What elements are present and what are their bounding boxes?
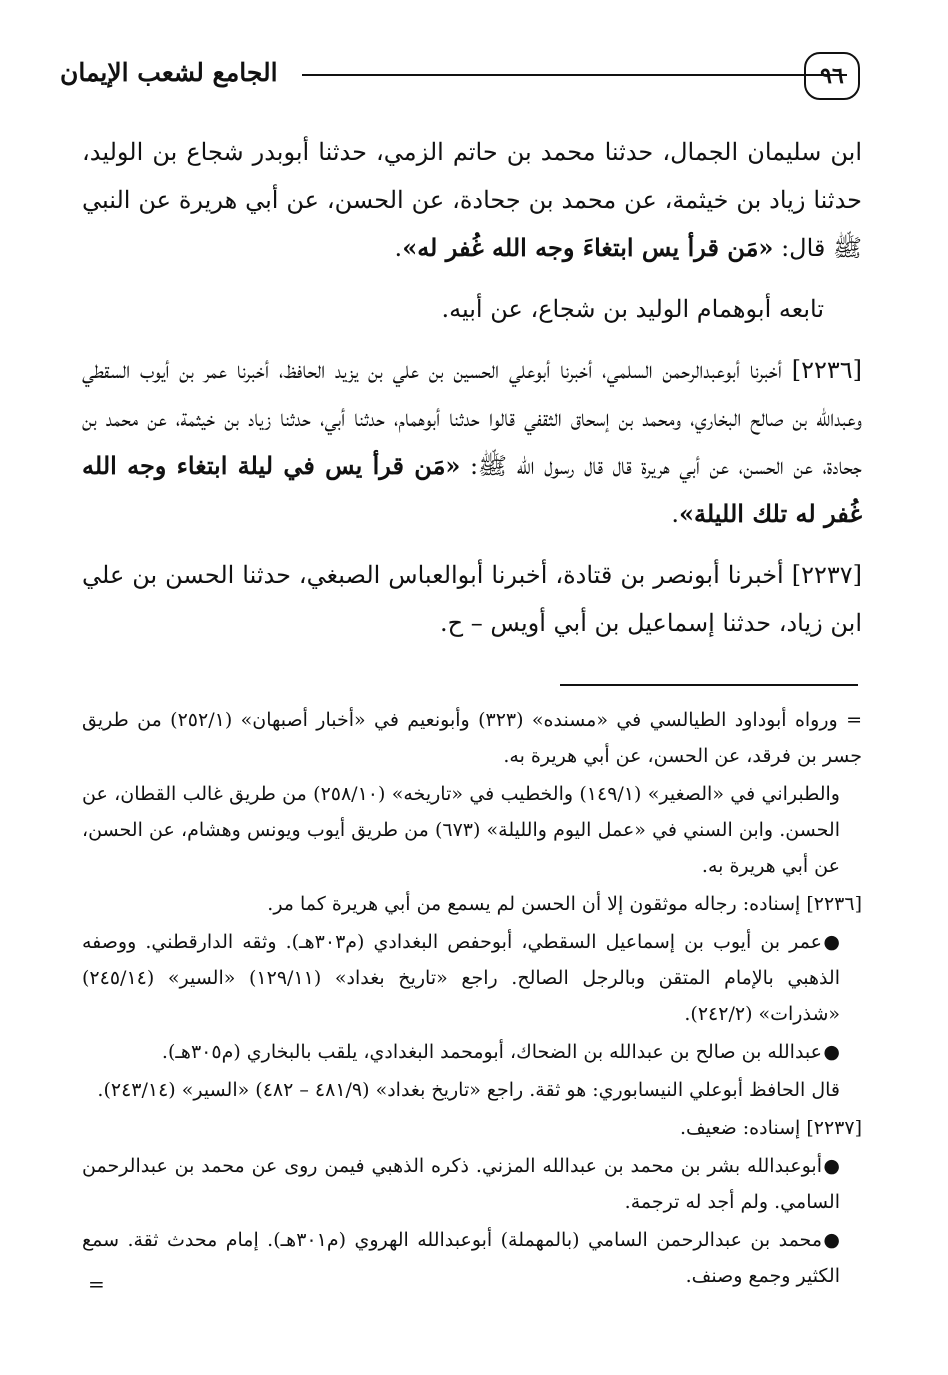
book-title: الجامع لشعب الإيمان [60,58,278,87]
punctuation: . [671,500,679,528]
narrator-entry [82,1034,862,1070]
footnote-paragraph: والطبراني في «الصغير» (١٤٩/١) والخطيب في «تاريخه» (٢٥٨/١٠) من طريق غالب القطان، عن الحسن. وابن السني في «عمل اليوم والليلة» (٦٧٣) من طريق أيوب ويونس وهشام، عن الحسن، عن أبي هريرة به. [82,783,840,877]
hadith-2237: [٢٢٣٧] أخبرنا أبونصر بن قتادة، أخبرنا أبوالعباس الصبغي، حدثنا الحسن بن علي ابن زياد، حدثنا إسماعيل بن أبي أويس – ح. [82,561,862,637]
bullet-icon: ● [823,1041,840,1063]
page-number-frame [804,52,860,100]
footnote-continuation: = ورواه أبوداود الطيالسي في «مسنده» (٣٢٣) وأبونعيم في «أخبار أصبهان» (٢٥٢/١) من طريق جسر بن فرقد، عن الحسن، عن أبي هريرة به. [82,709,863,767]
narrator-entry [82,1222,862,1294]
footnote-separator [560,684,858,686]
continuation-mark: = [88,1272,105,1296]
hadith-matn: «مَن قرأ يس ابتغاءَ وجه الله غُفر له» [402,233,774,262]
narrator-text: أبوعبدالله بشر بن محمد بن عبدالله المزني. ذكره الذهبي فيمن روى عن محمد بن عبدالرحمن السامي. ولم أجد له ترجمة. [82,1155,840,1213]
follow-up-note: تابعه أبوهمام الوليد بن شجاع، عن أبيه. [441,295,824,323]
bullet-icon: ● [823,931,840,953]
hadith-2236 [82,346,862,538]
punctuation: . [394,234,403,262]
isnad-text: [٢٢٣٦] أخبرنا أبوعبدالرحمن السلمي، أخبرنا أبوعلي الحسين بن علي بن يزيد الحافظ، أخبرنا عمر بن أيوب السقطي وعبدالله بن صالح البخاري، ومحمد بن إسحاق الثقفي قالوا حدثنا أبوهمام، حدثنا أبي، حدثنا زياد بن خيثمة، عن محمد بن جحادة، عن الحسن، عن أبي هريرة قال قال رسول الله ﷺ: [82,356,862,480]
hadith-matn: «مَن قرأ يس في ليلة ابتغاء وجه الله غُفر له تلك الليلة» [82,451,862,528]
bullet-icon: ● [823,1155,840,1177]
bullet-icon: ● [823,1229,841,1251]
narrator-text: محمد بن عبدالرحمن السامي (بالمهملة) أبوعبدالله الهروي (م٣٠١هـ). إمام محدث ثقة. سمع الكثير وجمع وصنف. [82,1229,840,1287]
isnad-text: ابن سليمان الجمال، حدثنا محمد بن حاتم الزمي، حدثنا أبوبدر شجاع بن الوليد، حدثنا زياد بن خيثمة، عن محمد بن جحادة، عن الحسن، عن أبي هريرة عن النبي ﷺ قال: [82,138,862,262]
hadith-paragraph [82,128,862,272]
running-header [60,48,860,104]
main-text [82,128,862,660]
header-rule [302,74,847,76]
footnote-2237-heading: [٢٢٣٧] إسناده: ضعيف. [679,1117,862,1139]
narrator-entry [82,1148,862,1220]
footnotes [82,702,862,1296]
narrator-entry-continued: قال الحافظ أبوعلي النيسابوري: هو ثقة. راجع «تاريخ بغداد» (٤٨١/٩ – ٤٨٢) «السير» (٢٤٣/١٤). [97,1079,840,1101]
page-number: ٩٦ [820,63,844,89]
narrator-text: عبدالله بن صالح بن عبدالله بن الضحاك، أبومحمد البغدادي، يلقب بالبخاري (م٣٠٥هـ). [161,1041,822,1063]
narrator-text: عمر بن أيوب بن إسماعيل السقطي، أبوحفص البغدادي (م٣٠٣هـ). وثقه الدارقطني. ووصفه الذهبي بالإمام المتقن وبالرجل الصالح. راجع «تاريخ بغداد» (١٢٩/١١) «السير» (٢٤٥/١٤) «شذرات» (٢٤٢/٢). [82,931,841,1025]
narrator-entry [82,924,862,1032]
footnote-2236-heading: [٢٢٣٦] إسناده: رجاله موثقون إلا أن الحسن لم يسمع من أبي هريرة كما مر. [267,893,862,915]
